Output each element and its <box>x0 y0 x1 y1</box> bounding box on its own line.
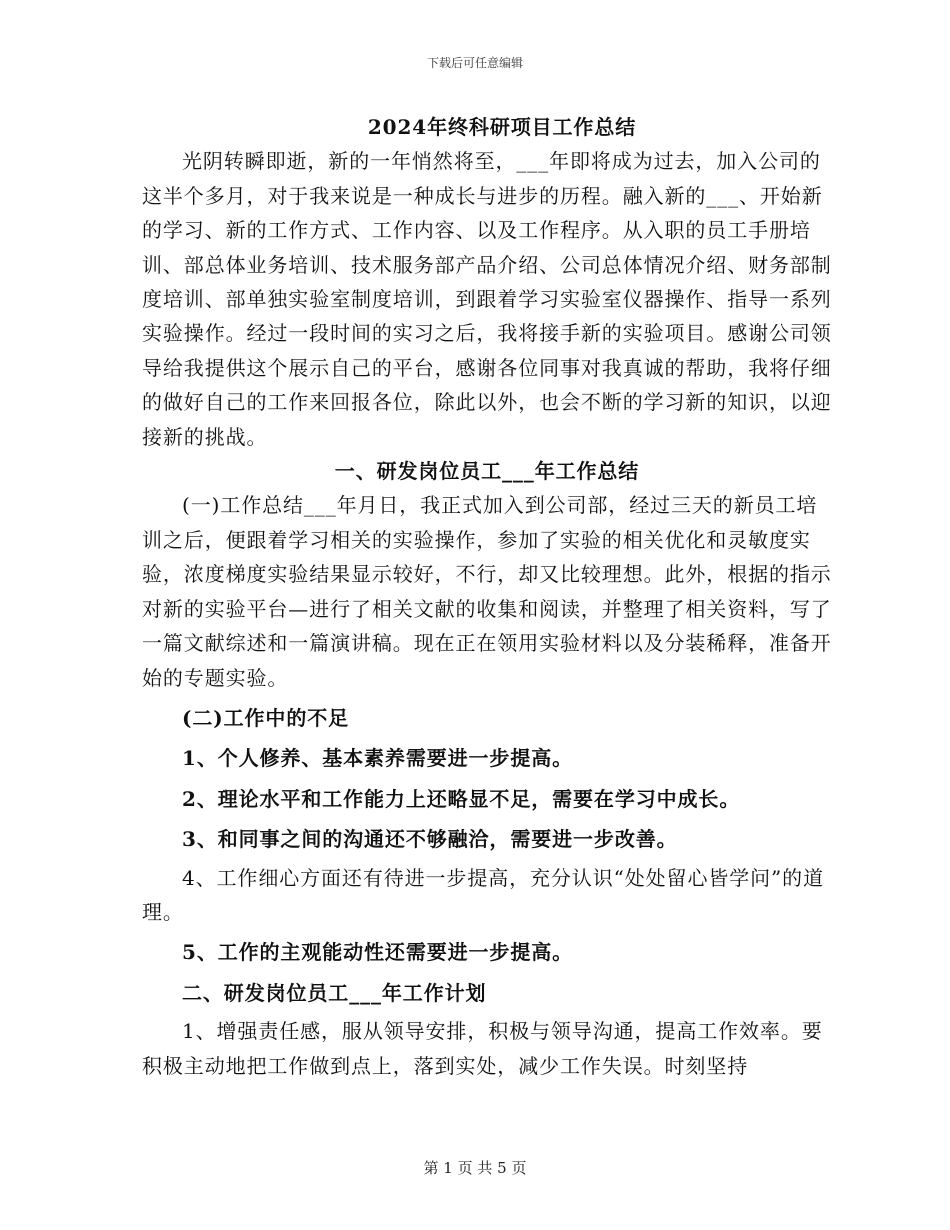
section2-paragraph: 1、增强责任感，服从领导安排，积极与领导沟通，提高工作效率。要积极主动地把工作做到点上，落到实处，减少工作失误。时刻坚持 <box>142 1019 823 1078</box>
list-item-5: 5、工作的主观能动性还需要进一步提高。 <box>182 940 574 965</box>
section2-title: 二、研发岗位员工___年工作计划 <box>182 980 487 1005</box>
list-item-2: 2、理论水平和工作能力上还略显不足，需要在学习中成长。 <box>182 786 741 811</box>
document-title: 2024年终科研项目工作总结 <box>367 115 637 139</box>
document-body <box>142 110 832 1083</box>
section1-title: 一、研发岗位员工___年工作总结 <box>334 459 640 484</box>
section1-paragraph: (一)工作总结___年月日，我正式加入到公司部，经过三天的新员工培训之后，便跟着学习相关的实验操作，参加了实验的相关优化和灵敏度实验，浓度梯度实验结果显示较好，不行，却又比较理想。此外，根据的指示对新的实验平台—进行了相关文献的收集和阅读，并整理了相关资料，写了一篇文献综述和一篇演讲稿。现在正在领用实验材料以及分装稀释，准备开始的专题实验。 <box>142 493 832 690</box>
page-footer-number: 第 1 页 共 5 页 <box>423 1159 527 1177</box>
list-item-1: 1、个人修养、基本素养需要进一步提高。 <box>182 746 574 771</box>
section1-subtitle: (二)工作中的不足 <box>182 705 350 730</box>
list-item-4: 4、工作细心方面还有待进一步提高，充分认识“处处留心皆学问”的道理。 <box>142 865 824 924</box>
list-item-3: 3、和同事之间的沟通还不够融洽，需要进一步改善。 <box>182 827 678 852</box>
page-header-note: 下载后可任意编辑 <box>426 56 523 70</box>
intro-paragraph: 光阴转瞬即逝，新的一年悄然将至，___年即将成为过去，加入公司的这半个多月，对于我来说是一种成长与进步的历程。融入新的___、开始新的学习、新的工作方式、工作内容、以及工作程序。从入职的员工手册培训、部总体业务培训、技术服务部产品介绍、公司总体情况介绍、财务部制度培训、部单独实验室制度培训，到跟着学习实验室仪器操作、指导一系列实验操作。经过一段时间的实习之后，我将接手新的实验项目。感谢公司领导给我提供这个展示自己的平台，感谢各位同事对我真诚的帮助，我将仔细的做好自己的工作来回报各位，除此以外，也会不断的学习新的知识，以迎接新的挑战。 <box>142 149 832 449</box>
